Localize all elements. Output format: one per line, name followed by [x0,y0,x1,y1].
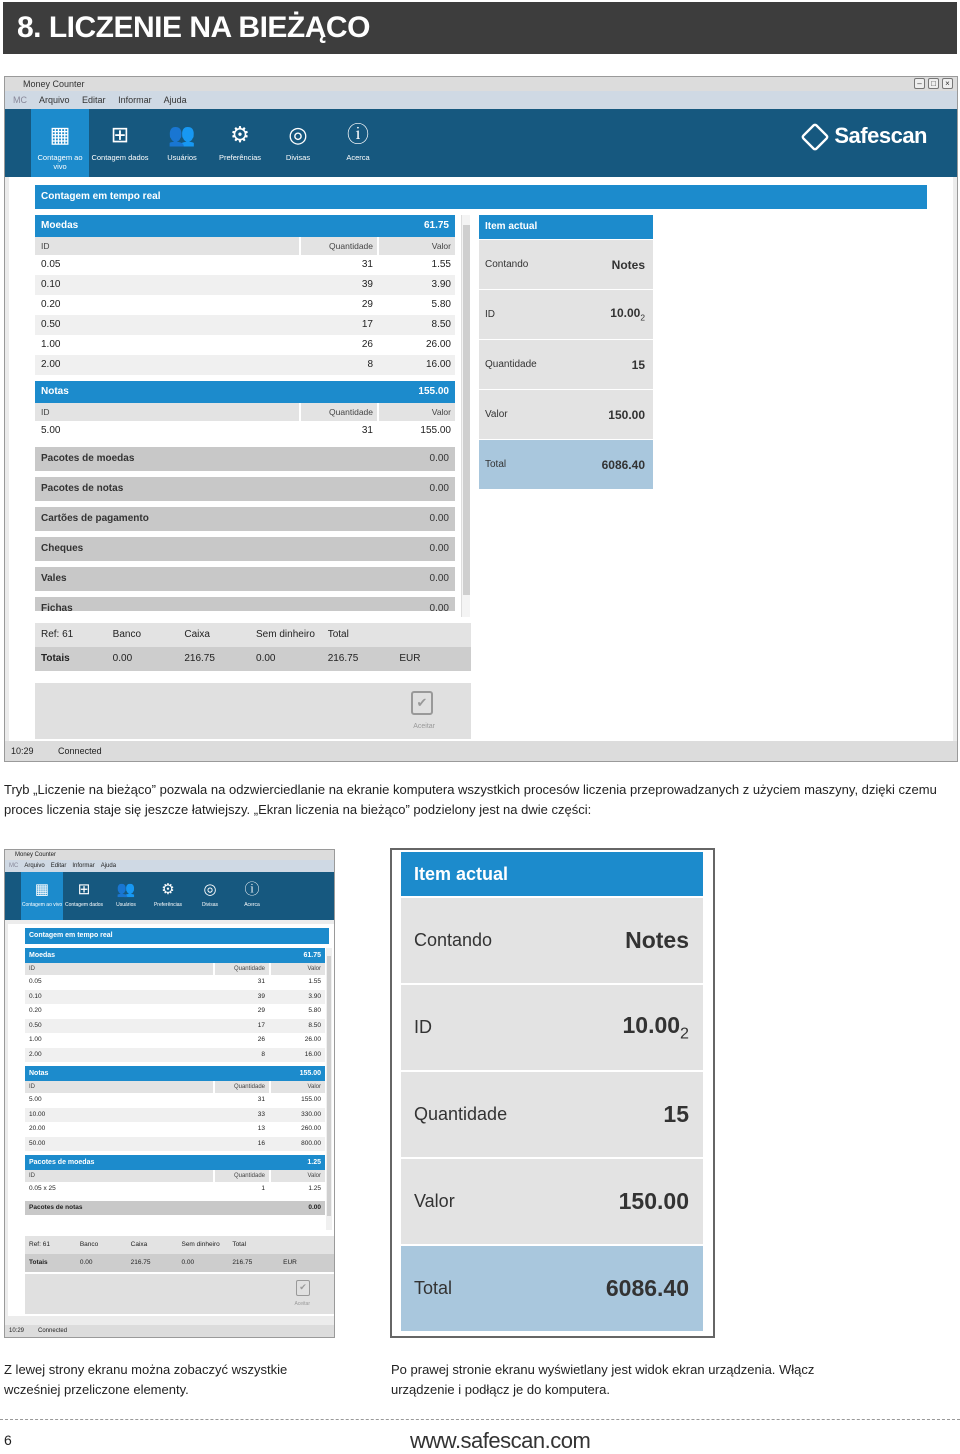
id-cell: 0.20 [41,299,61,310]
info-icon: ⓘ [244,881,260,898]
coins-icon: ◎ [203,881,217,898]
group-label: Pacotes de moedas [41,453,135,464]
window-title: Money Counter [23,79,85,89]
moedas-row[interactable] [35,275,455,295]
group-cheques[interactable] [35,537,455,561]
item-value: 6086.40 [601,457,645,472]
qty-cell: 13 [257,1125,265,1132]
ribbon-coins-button[interactable] [269,109,327,177]
group-fichas[interactable] [35,597,455,611]
qty-cell: 33 [257,1110,265,1118]
minimize-icon[interactable]: – [914,78,925,89]
totals-header-cell: Total [327,629,349,640]
ribbon-info-button[interactable] [329,109,387,177]
item-valor [479,389,653,439]
small-ribbon-coins-button[interactable] [189,872,231,920]
totals-cell: 216.75 [232,1259,253,1266]
zoom-item-label: ID [414,1017,432,1037]
group-value: 0.00 [429,483,449,494]
value-cell: 26.00 [425,339,451,350]
small-pacotes-notas[interactable]: Pacotes de notas 0.00 [25,1201,325,1215]
menu-mc[interactable]: MC [13,95,27,105]
id-cell: 5.00 [41,425,61,436]
gears-icon: ⚙ [230,122,250,147]
id-cell: 50.00 [29,1139,46,1147]
totals-cell: 216.75 [130,1259,151,1266]
small-notas-row[interactable] [25,1137,325,1152]
value-cell: 1.55 [308,978,321,985]
id-cell: 2.00 [29,1050,42,1058]
small-ribbon-info-button[interactable] [231,872,273,920]
totals-header-cell: Total [232,1241,247,1248]
table-scrollbar[interactable] [461,215,470,617]
small-moedas-row[interactable] [25,1048,325,1063]
qty-cell: 31 [361,259,373,270]
small-menu-bar: MC Arquivo Editar Informar Ajuda [5,860,334,872]
small-ribbon-calculator-button[interactable] [63,872,105,920]
group-label: Fichas [41,603,73,611]
zoom-item-value: 150.00 [618,1188,689,1214]
id-cell: 0.50 [41,319,61,330]
qty-cell: 17 [257,1021,265,1029]
caption-right: Po prawej stronie ekranu wyświetlany jest widok ekran urządzenia. Włącz urządzenie i podłącz je do komputera. [391,1362,815,1397]
zoom-item-quantidade [401,1070,703,1157]
calculator-icon: ⊞ [77,881,91,898]
small-accept-label[interactable]: Aceitar [294,1301,310,1307]
live-count-icon: ▦ [49,122,71,147]
moedas-row[interactable] [35,335,455,355]
totals-cell: 0.00 [79,1259,93,1266]
id-cell: 0.50 [29,1021,42,1029]
small-ribbon-label: Usuários [116,902,136,908]
totals-header-cell: Ref: 61 [29,1241,50,1248]
moedas-row[interactable] [35,295,455,315]
totals-header-cell: Caixa [184,629,210,640]
small-notas-row[interactable] [25,1122,325,1137]
qty-cell: 26 [361,339,373,350]
id-cell: 1.00 [29,1036,42,1043]
zoom-item-actual-title: Item actual [401,852,703,896]
qty-cell: 29 [257,1007,265,1014]
item-contando [479,239,653,289]
ribbon-label: Divisas [285,153,311,162]
value-cell: 16.00 [425,359,451,370]
qty-cell: 16 [257,1139,265,1147]
menu-bar [5,91,957,109]
qty-cell: 29 [361,299,373,310]
value-cell: 5.80 [431,299,451,310]
item-label: Quantidade [485,359,537,370]
small-ribbon-users-button[interactable] [105,872,147,920]
totals-cell: Totais [41,653,70,664]
item-id [479,289,653,339]
small-notas-row[interactable] [25,1108,325,1123]
item-total [479,439,653,489]
item-value: 15 [631,357,645,372]
small-accept-icon[interactable]: ✔ [296,1280,310,1296]
intro-paragraph: Tryb „Liczenie na bieżąco” pozwala na odzwierciedlanie na ekranie komputera wszystkich procesów liczenia przeprowadzanych z użyciem maszyny, dzięki czemu proces liczenia staje się jeszcze łatwiejszy. „Ekran liczenia na bieżąco” podzielony jest na dwie części: [4,782,937,817]
ribbon-label: Contagem dados [91,153,149,162]
qty-cell: 8 [261,1050,265,1058]
ribbon-live-count-button[interactable] [31,109,89,177]
value-cell: 800.00 [301,1139,321,1147]
value-cell: 8.50 [431,319,451,330]
small-ribbon-label: Preferências [153,902,183,908]
id-cell: 0.10 [29,992,42,1000]
group-pacotes-de-moedas[interactable] [35,447,455,471]
small-ribbon-label: Contagem ao vivo [21,902,63,908]
totals-cell: 216.75 [184,653,215,664]
item-label: Valor [485,409,508,420]
notas-col-headers: ID Quantidade Valor [35,403,455,421]
count-table [35,215,455,611]
qty-cell: 8 [367,359,373,370]
small-ribbon-gears-button[interactable] [147,872,189,920]
item-label: ID [485,309,495,320]
totals-cell: 0.00 [181,1259,195,1266]
totals-cell: EUR [283,1259,297,1266]
calculator-icon: ⊞ [110,122,130,147]
group-value: 0.00 [429,543,449,554]
ribbon-calculator-button[interactable] [91,109,149,177]
ribbon-label: Acerca [346,153,370,162]
value-cell: 16.00 [304,1050,321,1058]
safescan-logo: Safescan [802,123,927,150]
id-cell: 20.00 [29,1125,46,1132]
item-value: 150.00 [608,407,645,422]
id-cell: 0.20 [29,1007,42,1014]
totals-header-cell [283,1236,334,1254]
moedas-col-headers: ID Quantidade Valor [35,237,455,255]
group-label: Cartões de pagamento [41,513,149,524]
zoom-item-label: Valor [414,1191,455,1211]
id-cell: 2.00 [41,359,61,370]
id-cell: 10.00 [29,1110,46,1118]
status-bar [5,741,957,761]
qty-cell: 17 [361,319,373,330]
small-section-title: Contagem em tempo real [25,928,329,944]
totals-cell: 0.00 [112,653,133,664]
zoom-item-label: Total [414,1278,453,1298]
totals-cell: EUR [399,653,421,664]
group-value: 0.00 [429,573,449,584]
small-notas-header[interactable]: Notas 155.00 [25,1066,325,1081]
accept-area [35,683,471,739]
totals-header-cell: Banco [79,1241,99,1248]
zoom-item-label: Quantidade [414,1104,508,1124]
small-ribbon-label: Acerca [244,902,260,908]
small-ribbon [5,872,334,920]
group-pacotes-de-notas[interactable] [35,477,455,501]
totals-cell: Totais [29,1259,48,1266]
zoom-item-value: $10.00_2$ [622,1011,689,1043]
item-label: Total [485,459,507,470]
ribbon-label: Usuários [167,153,197,162]
id-cell: 0.05 [29,978,42,985]
value-cell: 155.00 [301,1096,321,1103]
totals-cell: 216.75 [327,653,359,664]
moedas-row[interactable] [35,315,455,335]
small-moedas-header[interactable]: Moedas 61.75 [25,948,325,963]
accept-icon[interactable]: ✔ [411,691,433,715]
small-notas-row[interactable] [25,1093,325,1108]
qty-cell: 31 [257,978,265,985]
totals-header-cell: Sem dinheiro [181,1241,220,1248]
small-count-table: Moedas 61.75 ID Quantidade Valor 0.05 31 1.55 0.10 39 3.90 0.20 29 5.80 0.50 17 8.50 1.00 26 26.00 2.00 8 16.00 Notas 155.00 ID Quantidade Valor 5.00 31 155.00 10.00 33 330.00 20.00 13 260.00 50.00 16 800.00 Pacotes de moedas 1.25 ID Quantidade Valor 0.05 x 25 1 1.25 Pacotes de notas 0.00 [25,948,325,1215]
qty-cell: 31 [361,425,373,436]
value-cell: 330.00 [301,1110,321,1118]
id-cell: 0.05 x 25 [29,1185,56,1192]
ribbon [5,109,957,177]
caption-left: Z lewej strony ekranu można zobaczyć wszystkie wcześniej przeliczone elementy. [4,1362,288,1397]
item-label: Contando [485,259,529,270]
info-icon: ⓘ [346,122,369,147]
zoom-item-value: Notes [625,927,689,953]
value-cell: 155.00 [420,425,451,436]
group-cartões-de-pagamento[interactable] [35,507,455,531]
totals-header-cell: Sem dinheiro [256,629,315,640]
footer-divider [0,1419,960,1420]
group-vales[interactable] [35,567,455,591]
group-label: Pacotes de notas [41,483,124,494]
item-actual-zoom [390,848,715,1338]
value-cell: 3.90 [308,992,321,1000]
ribbon-label: Preferências [218,153,262,162]
id-cell: 0.10 [41,279,61,290]
totals-header-cell: Caixa [130,1241,148,1248]
accept-button-label[interactable]: Aceitar [413,723,435,730]
page-number: 6 [4,1432,12,1448]
group-value: 0.00 [429,603,449,611]
coins-icon: ◎ [288,122,308,147]
value-cell: 26.00 [304,1036,321,1043]
small-totals-bar [25,1236,334,1272]
totals-header-cell: Banco [112,629,142,640]
small-moedas-row[interactable] [25,990,325,1005]
item-actual-panel [479,215,653,489]
totals-header-cell [399,623,471,647]
status-connection: Connected [58,746,102,756]
app-screenshot-large [4,76,958,762]
moedas-row[interactable] [35,255,455,275]
menu-editar[interactable]: Editar [82,95,106,105]
value-cell: 260.00 [301,1125,321,1132]
ribbon-gears-button[interactable] [211,109,269,177]
small-moedas-row[interactable] [25,975,325,990]
id-cell: 0.05 [41,259,61,270]
qty-cell: 26 [257,1036,265,1043]
menu-ajuda[interactable]: Ajuda [163,95,187,105]
item-value: $10.00_2$ [610,306,645,323]
small-ribbon-label: Contagem dados [64,902,104,908]
close-icon[interactable]: × [942,78,953,89]
small-ribbon-live-count-button[interactable] [21,872,63,920]
group-label: Cheques [41,543,84,554]
small-accept-area [25,1274,334,1314]
zoom-item-id [401,983,703,1070]
small-ribbon-label: Divisas [201,902,219,908]
id-cell: 5.00 [29,1096,42,1103]
totals-cell: 0.00 [256,653,276,664]
small-moedas-row[interactable] [25,1033,325,1048]
section-title: Contagem em tempo real [35,185,927,209]
users-icon: 👥 [168,122,196,147]
notas-header[interactable]: Notas 155.00 [35,381,455,403]
zoom-item-valor [401,1157,703,1244]
qty-cell: 1 [261,1185,265,1192]
zoom-item-value: 15 [663,1101,689,1127]
moedas-row[interactable] [35,355,455,375]
zoom-item-label: Contando [414,930,493,950]
zoom-item-contando [401,896,703,983]
ribbon-label: Contagem ao vivo [37,153,83,171]
value-cell: 5.80 [308,1007,321,1014]
small-scrollbar[interactable] [326,948,332,1230]
footer-url[interactable]: www.safescan.com [410,1428,591,1453]
zoom-item-total [401,1244,703,1331]
group-value: 0.00 [429,453,449,464]
live-count-panel [9,177,953,743]
app-screenshot-small [4,849,335,1338]
totals-header-cell: Ref: 61 [41,629,74,640]
ribbon-users-button[interactable] [153,109,211,177]
value-cell: 8.50 [308,1021,321,1029]
menu-arquivo[interactable]: Arquivo [39,95,70,105]
id-cell: 1.00 [41,339,61,350]
notas-row[interactable] [35,421,455,441]
live-count-icon: ▦ [34,881,50,898]
small-moedas-row[interactable] [25,1004,325,1019]
small-window-title: Money Counter [5,850,334,860]
item-value: Notes [611,257,645,272]
qty-cell: 31 [257,1096,265,1103]
small-live-count-panel [8,924,334,1316]
zoom-item-value: 6086.40 [605,1275,689,1301]
gears-icon: ⚙ [161,881,175,898]
window-titlebar [5,77,957,91]
item-actual-title: Item actual [479,215,653,239]
small-moedas-row[interactable] [25,1019,325,1034]
maximize-icon[interactable]: □ [928,78,939,89]
group-value: 0.00 [429,513,449,524]
menu-informar[interactable]: Informar [118,95,152,105]
item-quantidade [479,339,653,389]
totals-bar [35,623,471,671]
small-pacotes-row[interactable] [25,1182,325,1197]
users-icon: 👥 [116,881,136,898]
status-time: 10:29 [11,746,34,756]
small-status-bar: 10:29 Connected [5,1325,334,1337]
small-pacotes-moedas-header[interactable]: Pacotes de moedas 1.25 [25,1155,325,1170]
qty-cell: 39 [257,992,265,1000]
moedas-header[interactable]: Moedas 61.75 [35,215,455,237]
value-cell: 1.25 [308,1185,321,1192]
value-cell: 1.55 [431,259,451,270]
group-label: Vales [41,573,67,584]
qty-cell: 39 [361,279,373,290]
value-cell: 3.90 [431,279,451,290]
page-title: 8. LICZENIE NA BIEŻĄCO [3,2,957,54]
